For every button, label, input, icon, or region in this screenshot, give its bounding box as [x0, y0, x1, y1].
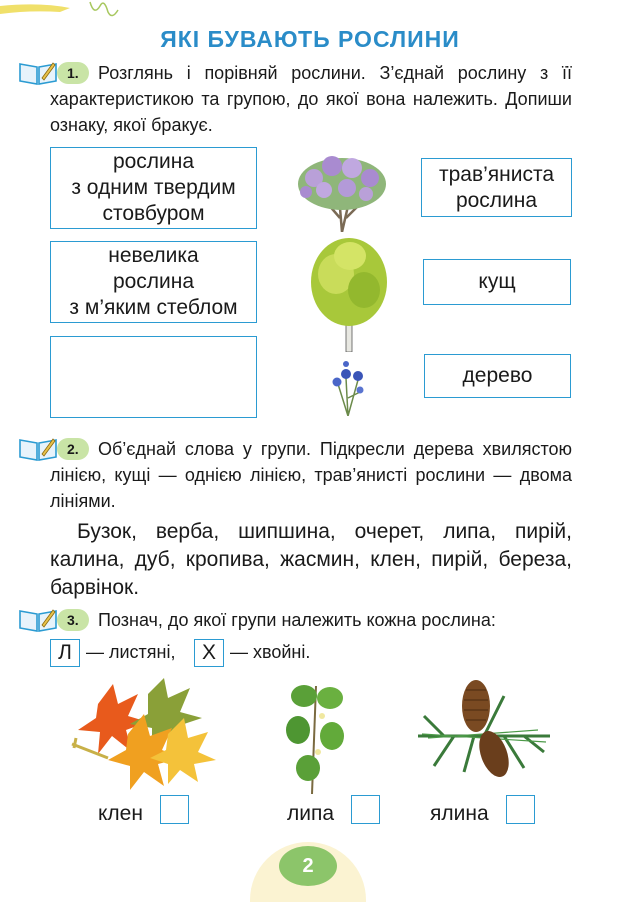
legend-label-coniferous: — хвойні.	[230, 642, 311, 662]
group-box-herbaceous[interactable]: трав’яниста рослина	[421, 158, 572, 217]
answer-box-spruce[interactable]	[506, 795, 535, 824]
plant-label-linden: липа	[287, 802, 335, 825]
task-2-word-list: Бузок, верба, шипшина, очерет, липа, пирій, калина, дуб, кропива, жасмин, клен, пирій, береза, барвінок.	[50, 520, 572, 599]
plant-label-spruce: ялина	[430, 802, 489, 825]
maple-leaves-image	[68, 674, 218, 792]
linden-branch-image	[282, 676, 348, 794]
page-title: ЯКІ БУВАЮТЬ РОСЛИНИ	[160, 26, 460, 52]
lilac-bush-image	[292, 148, 394, 232]
cornflower-image	[326, 358, 370, 416]
birch-tree-image	[306, 234, 392, 352]
characteristic-box-2[interactable]: невелика рослина з м’яким стеблом	[50, 241, 257, 323]
spruce-branch-image	[414, 676, 554, 780]
legend-letter-box-x: Х	[194, 639, 224, 667]
group-box-tree[interactable]: дерево	[424, 354, 571, 398]
open-book-icon	[18, 607, 58, 633]
task-3-text: Познач, до якої групи належить кожна рослина:	[98, 610, 496, 630]
legend-label-deciduous: — листяні,	[86, 642, 176, 662]
task-1-number: 1.	[57, 62, 89, 84]
task-2-text: Об’єднай слова у групи. Підкресли дерева хвилястою лінією, кущі — однією лінією, трав’янисті рослини — двома лініями.	[50, 439, 572, 511]
page-number: 2	[279, 846, 337, 886]
legend-letter-box-l: Л	[50, 639, 80, 667]
plant-label-maple: клен	[98, 802, 143, 825]
task-2-number: 2.	[57, 438, 89, 460]
top-decoration	[0, 0, 160, 22]
group-box-bush[interactable]: кущ	[423, 259, 571, 305]
task-3-number: 3.	[57, 609, 89, 631]
characteristic-box-1[interactable]: рослина з одним твердим стовбуром	[50, 147, 257, 229]
task-1-text: Розглянь і порівняй рослини. З’єднай рослину з її характеристикою та групою, до якої вона належить. Допиши ознаку, якої бракує.	[50, 63, 572, 135]
answer-box-linden[interactable]	[351, 795, 380, 824]
characteristic-box-empty[interactable]	[50, 336, 257, 418]
answer-box-maple[interactable]	[160, 795, 189, 824]
